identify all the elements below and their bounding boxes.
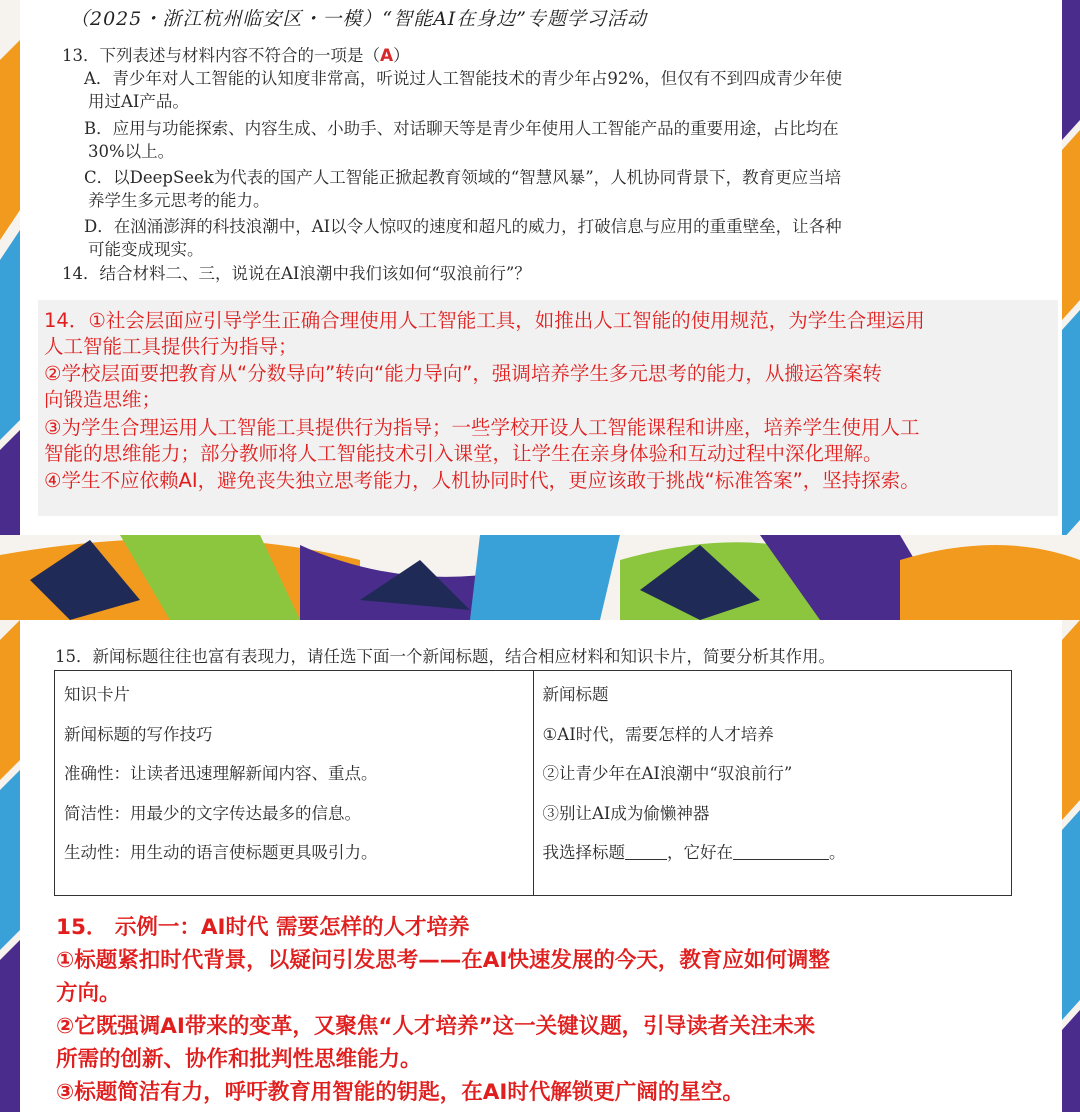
- choice-prefix: 我选择标题: [542, 843, 625, 862]
- knowledge-card-title: 知识卡片: [64, 685, 130, 704]
- reason-blank[interactable]: [733, 841, 829, 860]
- knowledge-card-table: [54, 670, 1012, 896]
- option-d-line-2: 可能变成现实。: [88, 240, 204, 259]
- option-a-line-2: 用过AI产品。: [88, 92, 189, 111]
- option-d-line-1: D．在汹涌澎湃的科技浪潮中，AI以令人惊叹的速度和超凡的威力，打破信息与应用的重重壁垒，让各种: [84, 217, 842, 236]
- question-13-text: 13．下列表述与材料内容不符合的一项是（: [62, 46, 380, 65]
- answer-15-line: ①标题紧扣时代背景，以疑问引发思考——在AI快速发展的今天，教育应如何调整: [56, 948, 830, 973]
- question-13-stem-end: ）: [393, 46, 410, 65]
- answer-15-line: 所需的创新、协作和批判性思维能力。: [56, 1047, 422, 1072]
- answer-15-line: ②它既强调AI带来的变革，又聚焦“人才培养”这一关键议题，引导读者关注未来: [56, 1014, 816, 1039]
- news-title-item: ①AI时代，需要怎样的人才培养: [542, 724, 774, 744]
- choice-end: 。: [829, 843, 846, 862]
- answer-15-line: ③标题简洁有力，呼吁教育用智能的钥匙，在AI时代解锁更广阔的星空。: [56, 1080, 744, 1105]
- knowledge-card-item: 新闻标题的写作技巧: [64, 724, 213, 744]
- choice-sentence: [534, 833, 1012, 873]
- handwritten-answer-mark: A: [380, 46, 394, 66]
- answer-14-line: 14．①社会层面应引导学生正确合理使用人工智能工具，如推出人工智能的使用规范，为学生合理运用: [44, 309, 925, 332]
- answer-14-line: ③为学生合理运用人工智能工具提供行为指导；一些学校开设人工智能课程和讲座，培养学生使用人工: [44, 416, 920, 439]
- news-titles-header: 新闻标题: [542, 685, 609, 704]
- option-a-line-1: A．青少年对人工智能的认知度非常高，听说过人工智能技术的青少年占92%，但仅有不到四成青少年使: [84, 69, 843, 88]
- knowledge-card-column: [55, 671, 534, 896]
- answer-14-line: 向锻造思维；: [44, 388, 162, 411]
- option-c-line-1: C．以DeepSeek为代表的国产人工智能正掀起教育领域的“智慧风暴”，人机协同背景下，教育更应当培: [84, 168, 842, 187]
- answer-14-line: ②学校层面要把教育从“分数导向”转向“能力导向”，强调培养学生多元思考的能力，从搬运答案转: [44, 362, 882, 385]
- question-13-stem: [62, 44, 1022, 68]
- knowledge-card-item: 简洁性：用最少的文字传达最多的信息。: [64, 803, 361, 823]
- news-titles-column: [533, 671, 1012, 896]
- knowledge-card-item: 生动性：用生动的语言使标题更具吸引力。: [64, 843, 378, 862]
- option-c-line-2: 养学生多元思考的能力。: [88, 191, 270, 210]
- title-choice-blank[interactable]: [625, 841, 667, 860]
- knowledge-card-item: 准确性：让读者迅速理解新闻内容、重点。: [64, 764, 378, 783]
- answer-14-line: 智能的思维能力；部分教师将人工智能技术引入课堂，让学生在亲身体验和互动过程中深化理解。: [44, 442, 883, 465]
- question-14-stem: 14．结合材料二、三，说说在AI浪潮中我们该如何“驭浪前行”？: [62, 264, 531, 283]
- option-b-line-2: 30%以上。: [88, 142, 175, 161]
- answer-15-line: 方向。: [56, 981, 121, 1006]
- answer-14-line: 人工智能工具提供行为指导；: [44, 335, 298, 358]
- choice-mid: ，它好在: [667, 843, 733, 862]
- answer-15-line: 15． 示例一：AI时代 需要怎样的人才培养: [56, 915, 470, 940]
- page-title: （2025・浙江杭州临安区・一模）“智能AI在身边”专题学习活动: [70, 8, 648, 30]
- news-title-item: ③别让AI成为偷懒神器: [542, 803, 710, 823]
- answer-14-line: ④学生不应依赖AI，避免丧失独立思考能力，人机协同时代，更应该敢于挑战“标准答案”，坚持探索。: [44, 469, 920, 492]
- news-title-item: ②让青少年在AI浪潮中“驭浪前行”: [542, 764, 793, 783]
- option-b-line-1: B．应用与功能探索、内容生成、小助手、对话聊天等是青少年使用人工智能产品的重要用途，占比均在: [84, 119, 839, 138]
- question-15-stem: 15．新闻标题往往也富有表现力，请任选下面一个新闻标题，结合相应材料和知识卡片，简要分析其作用。: [55, 647, 835, 666]
